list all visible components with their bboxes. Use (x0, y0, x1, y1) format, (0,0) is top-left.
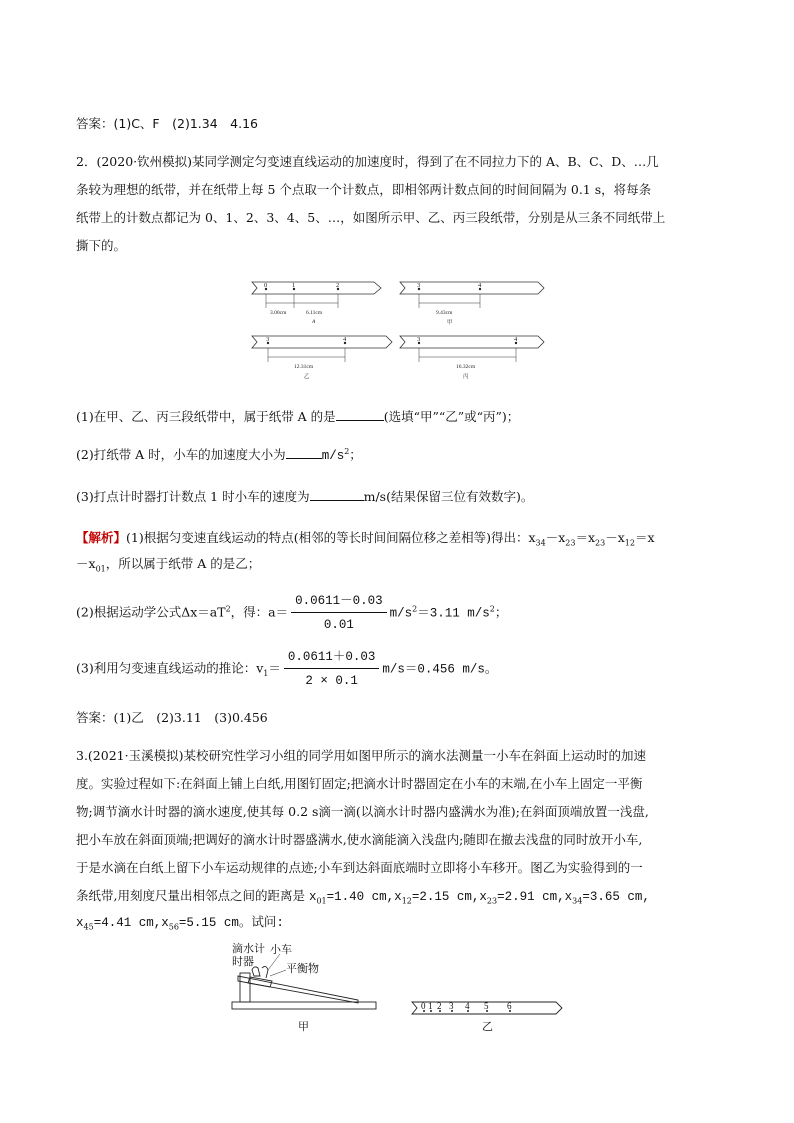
drip-num-0: 0 (421, 1001, 426, 1011)
q3-line-7: $x_{45}=4.41$ $cm,x_{56}=5.15$ cm。试问: (76, 916, 284, 932)
drip-timer (252, 967, 260, 976)
tape-bing-num-3: 3 (417, 336, 421, 343)
q3-line-1: 3.(2021·玉溪模拟)某校研究性学习小组的同学用如图甲所示的滴水法测量一小车在斜面上运动时的加速 (76, 748, 646, 763)
answer-blank-3[interactable] (310, 488, 364, 501)
tape-yi-num-3: 3 (266, 336, 270, 343)
analysis-tag: 【解析】 (76, 530, 127, 545)
tape-yi-label: 乙 (304, 374, 310, 380)
label-car: 小车 (270, 944, 292, 956)
q2-sub-3: (3)打点计时器打计数点 1 时小车的速度为 m/s(结果保留三位有效数字)。 (76, 489, 534, 504)
answer-1: 答案：(1)C、F (2)1.34 4.16 (76, 116, 258, 131)
label-yi: 乙 (482, 1021, 493, 1033)
q3-line-2: 度。实验过程如下:在斜面上铺上白纸,用图钉固定;把滴水计时器固定在小车的末端,在小车上固定一平衡 (76, 776, 643, 791)
tape-bing-num-4: 4 (514, 336, 518, 343)
tape-jia-num-4: 4 (478, 282, 482, 289)
q2-sub-2: (2)打纸带 A 时，小车的加速度大小为 $m/s^2$； (76, 446, 362, 463)
analysis-line-2: $-x_{01}$，所以属于纸带 A 的是乙； (76, 556, 261, 574)
q2-line-4: 撕下的。 (76, 238, 127, 253)
q3-line-3: 物;调节滴水计时器的滴水速度,使其每 0.2 s滴一滴(以滴水计时器内盛满水为准);在斜面顶端放置一浅盘, (76, 804, 649, 819)
tape-a-num-1: 1 (292, 282, 296, 289)
tape-a-dist-2: 6.11cm (306, 310, 323, 316)
tape-yi (252, 336, 392, 348)
tape-bing-label: 丙 (463, 374, 469, 380)
answer-2: 答案：(1)乙 (2)3.11 (3)0.456 (76, 710, 268, 725)
tape-a-num-0: 0 (264, 282, 268, 289)
tape-bing (400, 336, 544, 348)
tape-yi-num-4: 4 (343, 336, 347, 343)
drip-num-5: 5 (484, 1001, 489, 1011)
label-drip-timer-2: 时器 (232, 956, 254, 968)
tape-a-label: A (312, 319, 316, 325)
analysis-line-1: 【解析】(1)根据匀变速直线运动的特点(相邻的等长时间间隔位移之差相等)得出：$x_{34}-x_{23}=x_{23}-x_{12}=x$ (76, 530, 655, 548)
tape-jia (400, 282, 544, 294)
tape-a-dist-1: 3.00cm (270, 310, 287, 316)
q3-line-5: 于是水滴在白纸上留下小车运动规律的点迹;小车到达斜面底端时立即将小车移开。图乙为实验得到的一 (76, 860, 643, 875)
q2-line-3: 纸带上的计数点都记为 0、1、2、3、4、5、…，如图所示甲、乙、丙三段纸带，分别是从三条不同纸带上 (76, 210, 666, 225)
tape-bing-dist: 16.32cm (456, 364, 476, 370)
tape-jia-dist: 9.43cm (436, 310, 453, 316)
answer-blank-1[interactable] (336, 408, 384, 421)
drip-num-4: 4 (465, 1001, 470, 1011)
tape-jia-num-3: 3 (417, 282, 421, 289)
tape-jia-label: 甲 (447, 320, 453, 326)
q2-line-2: 条较为理想的纸带，并在纸带上每 5 个点取一个计数点，即相邻两计数点间的时间间隔为 0.1 s，将每条 (76, 182, 652, 197)
drip-num-1: 1 (428, 1001, 433, 1011)
q3-figure (228, 940, 568, 1040)
analysis-line-4: (3)利用匀变速直线运动的推论：$v_1=$ $\frac{0.0611+0.03}{2 \times 0.1}$ m/s＝0.456 m/s。 (76, 650, 498, 688)
answer-blank-2[interactable] (286, 446, 322, 459)
drip-num-3: 3 (449, 1001, 454, 1011)
label-jia: 甲 (298, 1021, 309, 1033)
q2-tapes-figure (248, 274, 552, 386)
incline-board (238, 976, 358, 1003)
tape-a-num-2: 2 (336, 282, 340, 289)
base-board (232, 1002, 376, 1009)
q3-line-6: 条纸带,用刻度尺量出相邻点之间的距离是 $x_{01}=1.40$ $cm,x_{12}=2.15$ $cm,x_{23}=2.91$ $cm,x_{34}=3.65$ cm, (76, 888, 650, 906)
drip-num-6: 6 (507, 1001, 512, 1011)
q3-line-4: 把小车放在斜面顶端;把调好的滴水计时器盛满水,使水滴能滴入浅盘内;随即在撤去浅盘的同时放开小车, (76, 832, 643, 847)
fraction-acceleration: $\frac{0.0611-0.03}{0.01}$ (291, 592, 387, 634)
label-weight: 平衡物 (286, 963, 319, 975)
fraction-velocity: $\frac{0.0611+0.03}{2 \times 0.1}$ (284, 648, 380, 690)
tape-yi-dist: 12.31cm (294, 364, 314, 370)
label-drip-timer-1: 滴水计 (232, 943, 265, 955)
q2-line-1: 2．(2020·钦州模拟)某同学测定匀变速直线运动的加速度时，得到了在不同拉力下的 A、B、C、D、…几 (76, 154, 659, 169)
analysis-line-3: (2)根据运动学公式$\Delta x=aT^2$，得：a＝ $\frac{0.0611-0.03}{0.01}$ $m/s^2=3.11$ $m/s^2$； (76, 594, 508, 632)
tape-a (252, 282, 381, 294)
q2-sub-1: (1)在甲、乙、丙三段纸带中，属于纸带 A 的是 (选填“甲”“乙”或“丙”)； (76, 409, 520, 424)
drip-num-2: 2 (437, 1001, 442, 1011)
